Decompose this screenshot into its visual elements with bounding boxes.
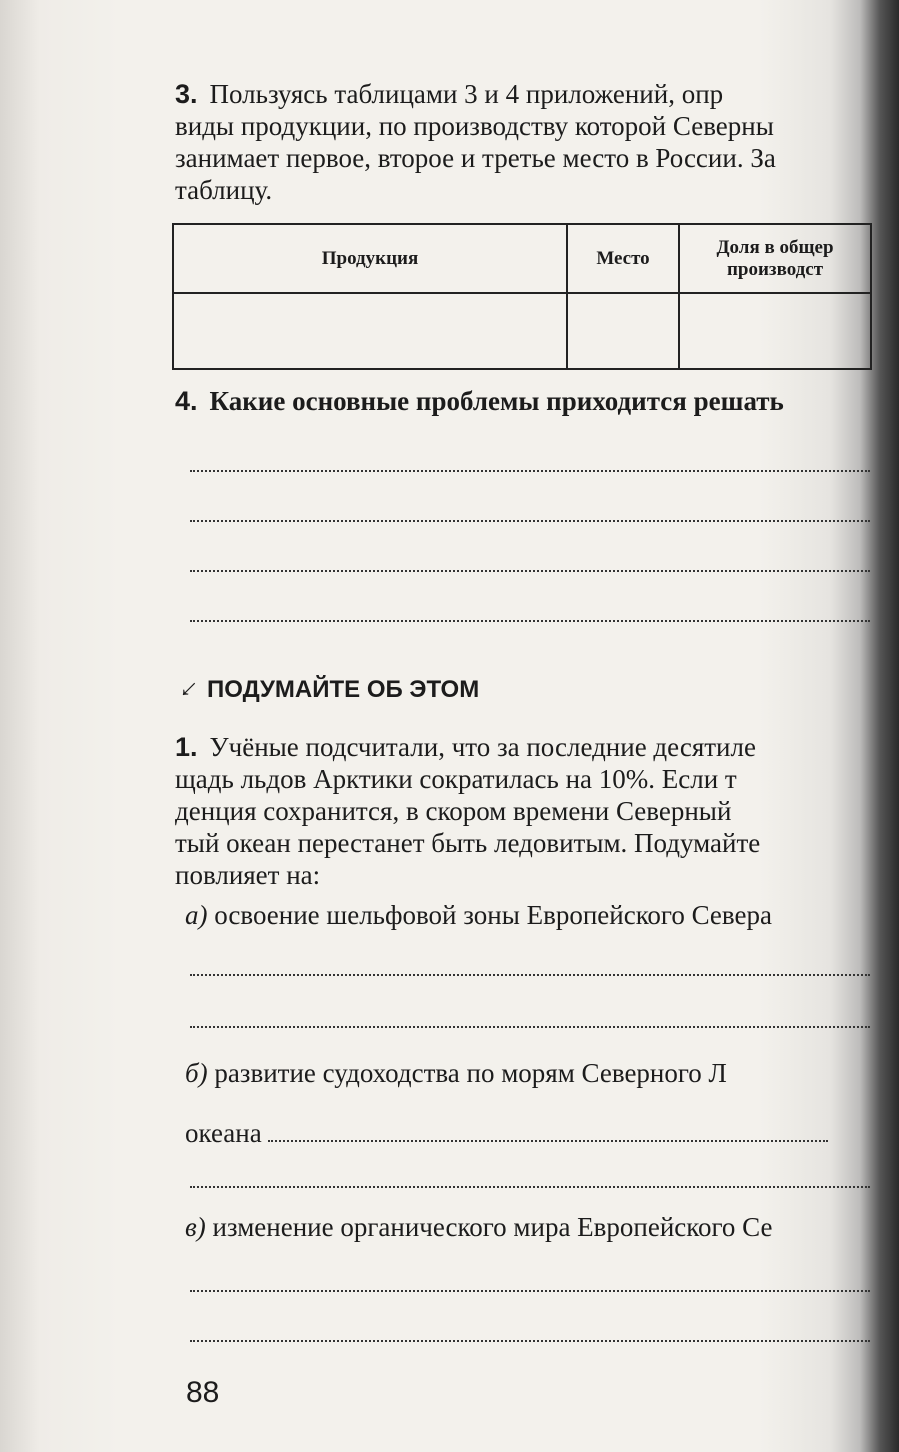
table-row (173, 293, 871, 369)
q4-text: Какие основные проблемы приходится решать (209, 386, 784, 416)
arrow-down-right-icon: ↓ (174, 671, 207, 704)
t1-line-5: повлияет на: (175, 860, 321, 890)
item-c-text: изменение органического мира Европейского Се (212, 1212, 773, 1242)
q3-number: 3. (175, 79, 198, 109)
answer-line[interactable] (190, 972, 870, 976)
q4-number: 4. (175, 386, 198, 416)
answer-line[interactable] (190, 1288, 870, 1292)
section-title: ПОДУМАЙТЕ ОБ ЭТОМ (207, 676, 480, 703)
answer-line[interactable] (190, 1338, 870, 1342)
header-share: Доля в общер производст (679, 224, 871, 293)
answer-line[interactable] (190, 568, 870, 572)
q3-line-2: виды продукции, по производству которой Северны (175, 111, 774, 141)
item-c (185, 1212, 773, 1243)
table-header-row (173, 224, 871, 293)
item-b-label: б) (185, 1058, 208, 1088)
question-3 (175, 78, 865, 206)
cell-product[interactable] (173, 293, 567, 369)
item-a-label: а) (185, 900, 208, 930)
question-4 (175, 386, 865, 417)
q3-line-3: занимает первое, второе и третье место в России. За (175, 143, 776, 173)
t1-text-1: Учёные подсчитали, что за последние десятиле (209, 732, 756, 762)
item-a-text: освоение шельфовой зоны Европейского Севера (214, 900, 772, 930)
t1-line-2: щадь льдов Арктики сократилась на 10%. Если т (175, 764, 737, 794)
production-table (172, 223, 872, 370)
header-product: Продукция (173, 224, 567, 293)
item-b-text: развитие судоходства по морям Северного Л (214, 1058, 727, 1088)
answer-line[interactable] (190, 468, 870, 472)
answer-line[interactable] (268, 1140, 828, 1142)
item-b (185, 1058, 727, 1089)
page-number: 88 (186, 1376, 220, 1409)
answer-line[interactable] (190, 1024, 870, 1028)
item-b-cont: океана (185, 1118, 262, 1148)
cell-place[interactable] (567, 293, 679, 369)
answer-line[interactable] (190, 1184, 870, 1188)
item-c-label: в) (185, 1212, 206, 1242)
answer-line[interactable] (190, 518, 870, 522)
q3-text-1: Пользуясь таблицами 3 и 4 приложений, опр (209, 79, 724, 109)
answer-line[interactable] (190, 618, 870, 622)
q3-line-4: таблицу. (175, 175, 273, 205)
section-heading (174, 671, 480, 704)
t1-number: 1. (175, 732, 198, 762)
t1-line-3: денция сохранится, в скором времени Северный (175, 796, 732, 826)
header-place: Место (567, 224, 679, 293)
t1-line-1 (175, 731, 865, 763)
q3-line-1 (175, 78, 865, 110)
item-b-continuation (185, 1118, 828, 1149)
item-a (185, 900, 772, 931)
t1-line-4: тый океан перестанет быть ледовитым. Подумайте (175, 828, 761, 858)
cell-share[interactable] (679, 293, 871, 369)
task-1 (175, 731, 865, 891)
